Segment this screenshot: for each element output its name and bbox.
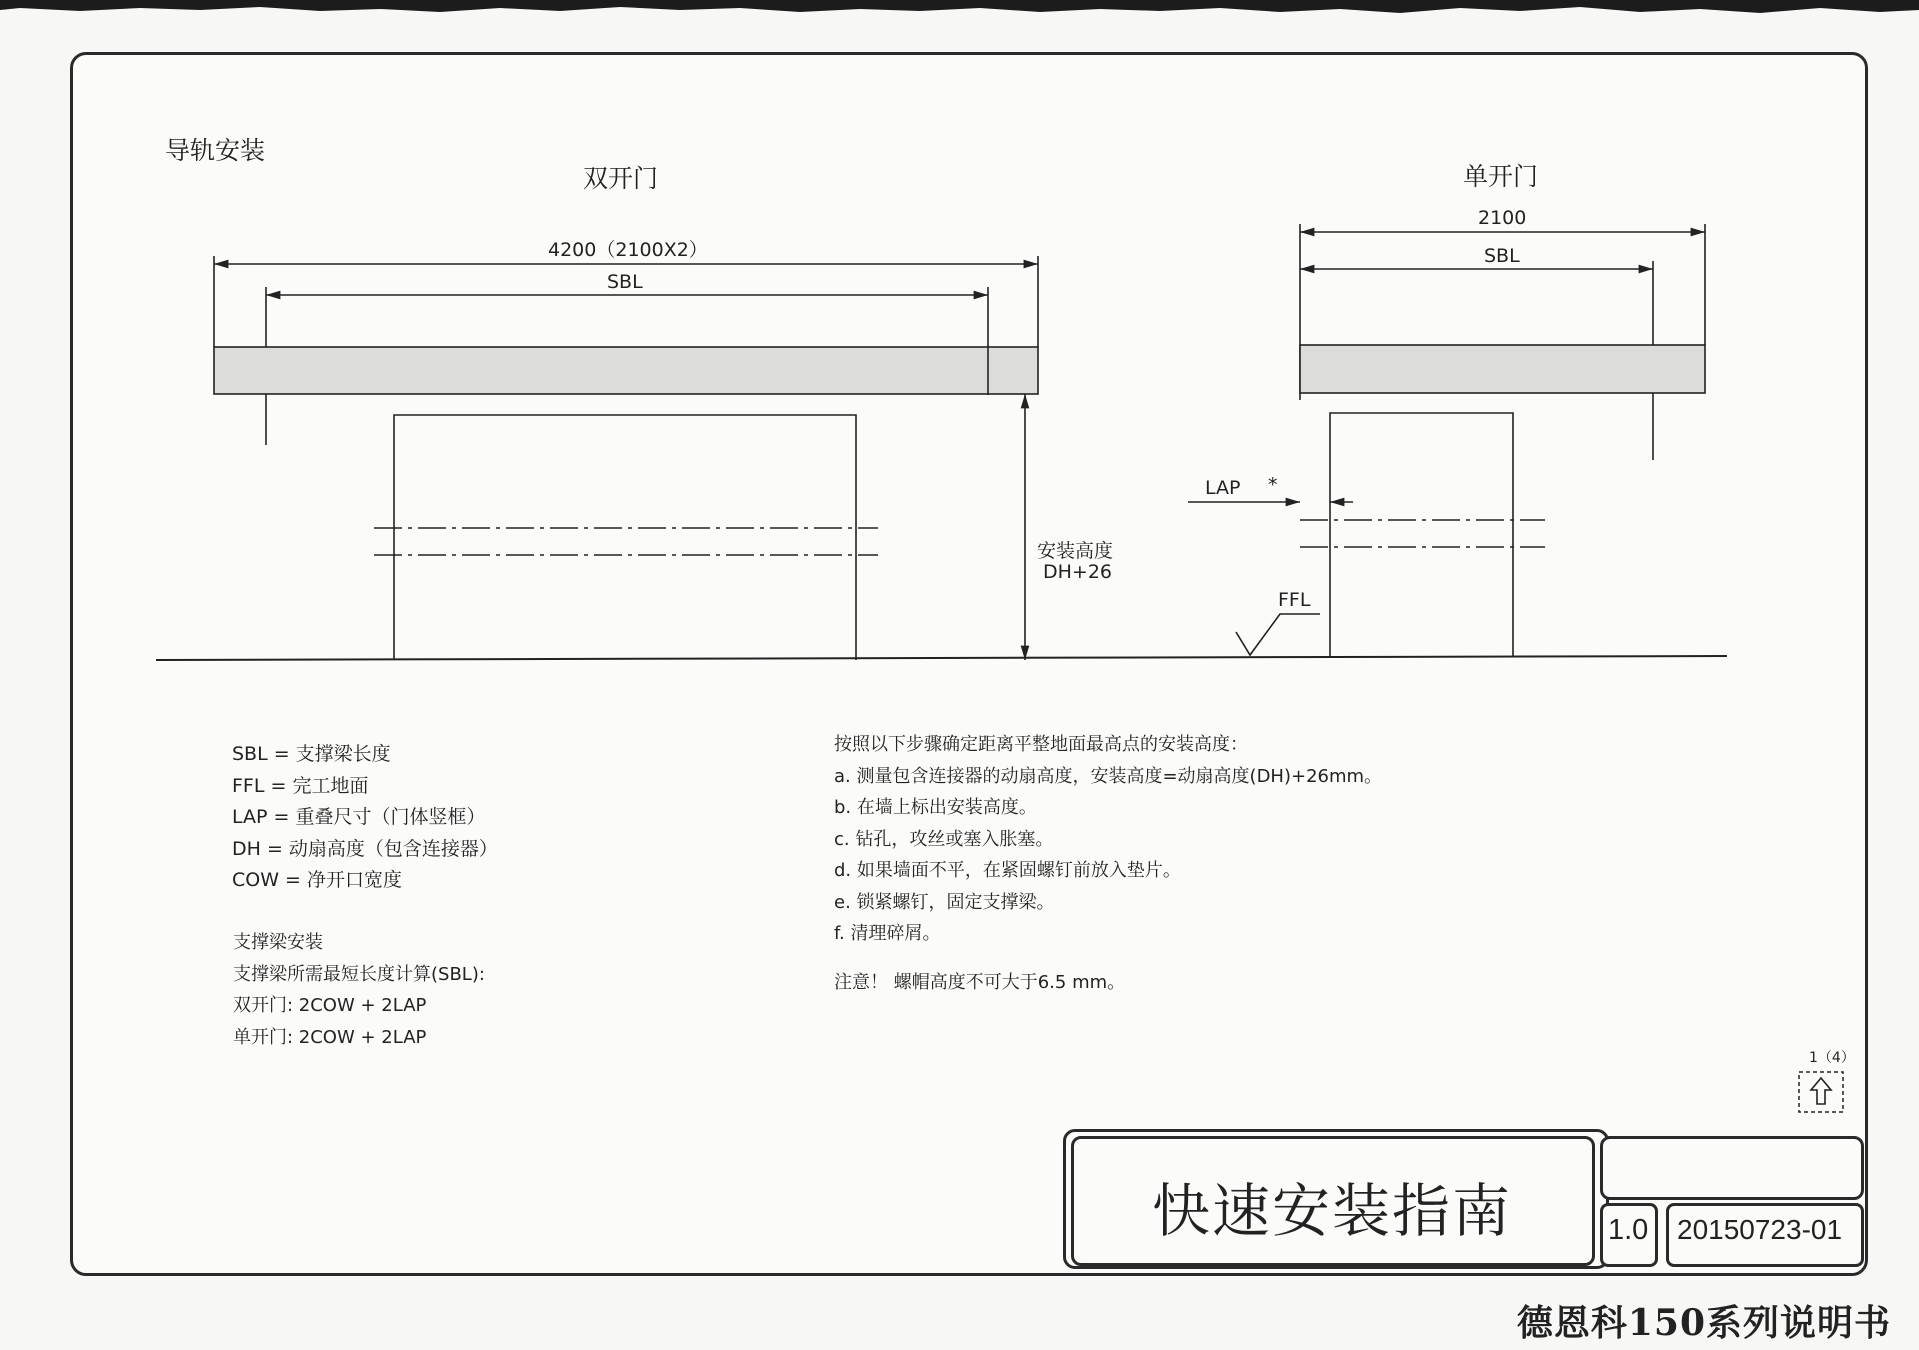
abbreviation-legend — [232, 739, 498, 897]
section-title: 导轨安装 — [165, 136, 266, 165]
step-a: a. 测量包含连接器的动扇高度，安装高度=动扇高度(DH)+26mm。 — [834, 765, 1383, 787]
beam-installation-section — [233, 927, 485, 1053]
double-overall-dim-label: 4200（2100X2） — [548, 239, 708, 261]
step-d: d. 如果墙面不平，在紧固螺钉前放入垫片。 — [834, 860, 1181, 881]
lap-asterisk: * — [1268, 474, 1278, 496]
legend-ffl: FFL = 完工地面 — [232, 774, 369, 797]
up-arrow-icon — [1797, 1070, 1845, 1114]
double-door-leaf — [394, 415, 856, 660]
step-c: c. 钻孔，攻丝或塞入胀塞。 — [834, 828, 1054, 850]
ffl-label: FFL — [1278, 589, 1311, 611]
page-number: 1（4） — [1809, 1050, 1855, 1066]
double-rail-beam — [214, 347, 1038, 394]
double-sbl-label: SBL — [607, 271, 643, 293]
beam-formula-title: 支撑梁所需最短长度计算(SBL): — [233, 963, 485, 985]
step-f: f. 清理碎屑。 — [834, 923, 941, 944]
installation-steps — [834, 729, 1382, 998]
beam-formula-double: 双开门: 2COW + 2LAP — [233, 995, 427, 1016]
install-height-label: 安装高度 — [1037, 540, 1114, 562]
blank-info-box — [1600, 1136, 1864, 1200]
single-door-leaf — [1330, 413, 1513, 656]
steps-intro: 按照以下步骤确定距离平整地面最高点的安装高度： — [834, 734, 1248, 755]
single-sbl-label: SBL — [1484, 245, 1520, 267]
step-e: e. 锁紧螺钉，固定支撑梁。 — [834, 891, 1055, 913]
single-door-title: 单开门 — [1463, 162, 1539, 191]
beam-formula-single: 单开门: 2COW + 2LAP — [233, 1026, 427, 1048]
single-overall-dim-label: 2100 — [1478, 207, 1527, 229]
floor-line — [156, 656, 1727, 660]
lap-label: LAP — [1205, 477, 1241, 499]
double-door-title: 双开门 — [583, 164, 659, 193]
document-title: 快速安装指南 — [1152, 1177, 1513, 1245]
ffl-symbol — [1236, 614, 1320, 655]
dh-plus-26-label: DH+26 — [1043, 561, 1113, 583]
beam-section-title: 支撑梁安装 — [233, 932, 323, 953]
steps-note: 注意！ 螺帽高度不可大于6.5 mm。 — [834, 971, 1126, 993]
legend-cow: COW = 净开口宽度 — [232, 869, 403, 891]
manual-footer-title: 德恩科150系列说明书 — [1516, 1302, 1891, 1344]
legend-sbl: SBL = 支撑梁长度 — [232, 743, 391, 765]
single-rail-beam — [1300, 345, 1705, 393]
legend-lap: LAP = 重叠尺寸（门体竖框） — [232, 806, 486, 828]
step-b: b. 在墙上标出安装高度。 — [834, 797, 1037, 818]
legend-dh: DH = 动扇高度（包含连接器） — [232, 837, 498, 860]
document-code: 20150723-01 — [1677, 1214, 1843, 1245]
version-number: 1.0 — [1608, 1214, 1649, 1246]
